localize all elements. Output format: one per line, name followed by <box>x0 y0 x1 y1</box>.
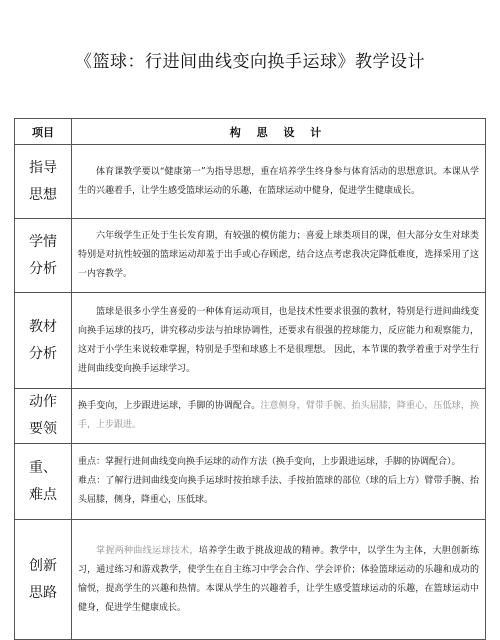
row-content-guiding <box>72 145 486 219</box>
row-label-innovation <box>15 520 72 640</box>
label-line: 动作 <box>29 394 57 410</box>
lesson-plan-table <box>14 118 486 640</box>
row-label-students <box>15 219 72 293</box>
content-text: 篮球是很多小学生喜爱的一种体育运动项目，也是技术性要求很强的教材，特别是行进间曲线变向换手运球的技巧，讲究移动步法与拍球协调性，还要求有很强的控球能力，反应能力和观察能力，这对于小学生来说较难掌握，特别是手型和球感上不是很理想。 因此，本节课的教学着重于对学生行进间曲线变向换手运球学习。 <box>78 306 479 374</box>
label-line: 难点 <box>29 486 57 503</box>
row-content-innovation <box>72 520 486 640</box>
content-text: 换手变向，上步跟进运球，手脚的协调配合。 <box>78 401 261 411</box>
label-line: 要领 <box>29 421 57 437</box>
difficult-point-text: 难点：了解行进间曲线变向换手运球时按拍球手法、手按拍篮球的部位（球的后上方）臂带手腕、抬头屈膝，侧身，降重心，压低球。 <box>78 476 479 505</box>
label-line: 教材 <box>29 318 57 335</box>
label-line: 创新 <box>29 557 57 574</box>
table-row <box>15 444 486 520</box>
content-text-gray: 注意侧身，臂带手腕、抬头屈膝，降重心，压低球，换手，上步跟进。 <box>78 401 479 430</box>
document-title: 《篮球：行进间曲线变向换手运球》教学设计 <box>75 52 425 72</box>
label-line: 学情 <box>29 233 57 250</box>
table-row <box>15 293 486 389</box>
label-line: 重、 <box>29 459 57 476</box>
label-line: 分析 <box>29 260 57 277</box>
row-label-essentials <box>15 389 72 444</box>
label-line: 思想 <box>29 186 57 203</box>
content-text: 培养学生敢于挑战迎战的精神。教学中，以学生为主体，大胆创新练习，通过练习和游戏教学，使学生在自主练习中学会合作、学会评价；体验篮球运动的乐趣和成功的愉悦，提高学生的兴趣和热情。本课从学生的兴趣着手，让学生感受篮球运动的乐趣，在篮球运动中健身，促进学生健康成长。 <box>78 545 479 613</box>
row-content-students <box>72 219 486 293</box>
table-row <box>15 389 486 444</box>
label-line: 指导 <box>29 159 57 176</box>
content-text: 体育课教学要以“健康第一”为指导思想，重在培养学生终身参与体育活动的思想意识。本课从学生的兴趣着手，让学生感受篮球运动的乐趣，在篮球运动中健身，促进学生健康成长。 <box>78 166 479 196</box>
table-row <box>15 145 486 219</box>
row-label-keypoints <box>15 444 72 520</box>
key-point-text: 重点：掌握行进间曲线变向换手运球的动作方法（换手变向，上步跟进运球，手脚的协调配合）。 <box>78 457 461 467</box>
table-header-row <box>15 119 486 145</box>
row-content-keypoints <box>72 444 486 520</box>
row-content-material <box>72 293 486 389</box>
header-item: 项目 <box>15 119 72 145</box>
content-text: 六年级学生正处于生长发育期，有较强的模仿能力；喜爱上球类项目的课，但大部分女生对球类特别是对抗性较强的篮球运动却羞于出手或心存顾虑，结合这点考虑我决定降低难度，选择采用了这一内容教学。 <box>78 231 479 279</box>
table-row <box>15 219 486 293</box>
header-design: 构 思 设 计 <box>72 119 486 145</box>
row-label-guiding <box>15 145 72 219</box>
label-line: 思路 <box>29 584 57 601</box>
row-label-material <box>15 293 72 389</box>
table-row <box>15 520 486 640</box>
content-text-gray: 掌握两种曲线运球技术， <box>96 545 199 556</box>
label-line: 分析 <box>29 345 57 362</box>
row-content-essentials <box>72 389 486 444</box>
